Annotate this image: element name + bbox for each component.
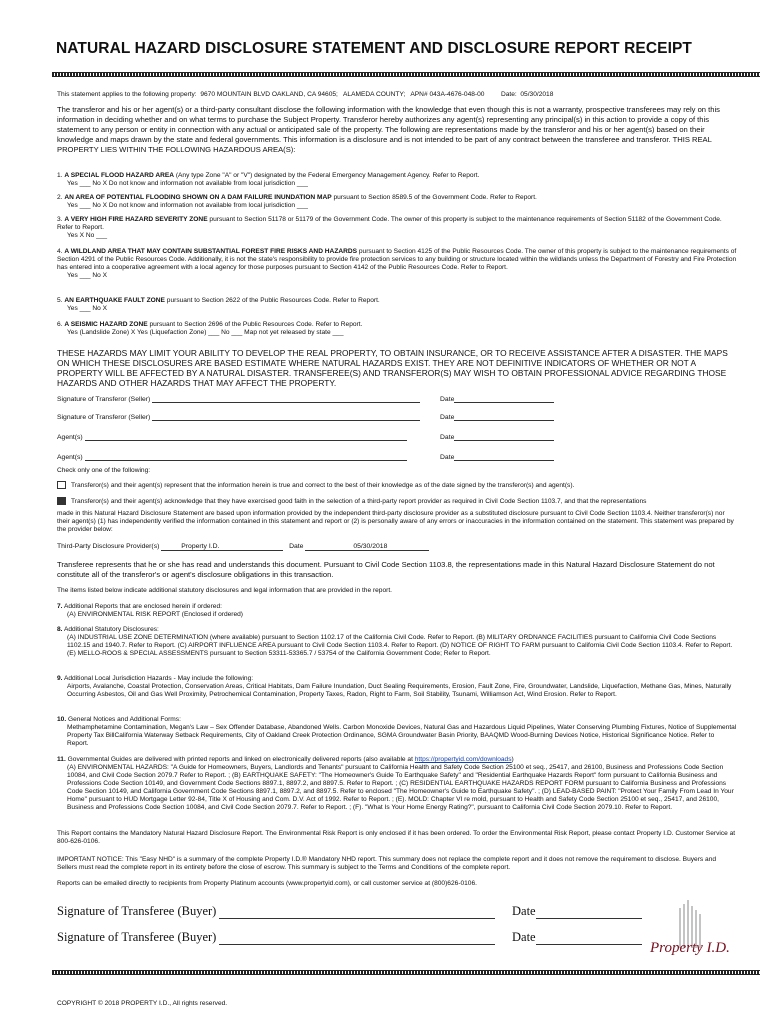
section-11 xyxy=(57,756,737,812)
hazard-item-6 xyxy=(57,321,737,337)
document-title: NATURAL HAZARD DISCLOSURE STATEMENT AND DISCLOSURE REPORT RECEIPT xyxy=(56,40,692,57)
signature-line xyxy=(219,906,495,919)
property-apn: APN# 043A-4676-048-00 xyxy=(410,91,485,98)
section-heading: Governmental Guides are delivered with printed reports and linked on electronically delivered reports (also available at xyxy=(67,756,415,763)
section-body: (A) ENVIRONMENTAL RISK REPORT (Enclosed if ordered) xyxy=(67,611,244,618)
provider-date-tail xyxy=(387,543,429,551)
buyer-signature-1[interactable] xyxy=(57,904,495,919)
signature-line xyxy=(152,413,420,421)
items-below-note: The items listed below indicate additional statutory disclosures and legal information that are provided in the report. xyxy=(57,587,392,594)
date-line xyxy=(454,453,554,461)
checkbox-icon[interactable] xyxy=(57,481,66,489)
section-10 xyxy=(57,716,737,748)
section-number: 7. xyxy=(57,603,63,610)
hazard-item-5 xyxy=(57,297,737,313)
report-contains-note: This Report contains the Mandatory Natural Hazard Disclosure Report. The Environmental Risk Report is only enclosed if it has been ordered. To order the Environmental Risk Report, please contact Property I.D. Customer Service at 800-626-0106. xyxy=(57,830,736,845)
signature-label: Signature of Transferee (Buyer) xyxy=(57,930,217,944)
section-heading: Additional Statutory Disclosures: xyxy=(63,626,159,633)
hazard-item-3 xyxy=(57,216,737,240)
section-heading: Additional Local Jurisdiction Hazards - May include the following: xyxy=(63,675,254,682)
copyright: COPYRIGHT © 2018 PROPERTY I.D., All rights reserved. xyxy=(57,1000,228,1007)
signature-line xyxy=(85,433,407,441)
property-date-label: Date: xyxy=(500,91,517,98)
signature-label: Signature of Transferee (Buyer) xyxy=(57,904,217,918)
check-option-1[interactable] xyxy=(57,481,737,490)
item-heading: AN AREA OF POTENTIAL FLOODING SHOWN ON A DAM FAILURE INUNDATION MAP xyxy=(64,194,332,201)
hazard-item-1 xyxy=(57,172,737,188)
property-line xyxy=(57,91,737,99)
provider-date-lead xyxy=(305,543,353,551)
item-number: 4. xyxy=(57,248,63,255)
transferee-note: Transferee represents that he or she has read and understands this document. Pursuant to Civil Code Section 1103.8, the representations made in this Natural Hazard Disclosure Statement do not constitute all of the transferor's or agent's disclosure obligations in this transaction. xyxy=(57,560,715,579)
agent-date-2[interactable] xyxy=(440,453,554,461)
provider-line-lead xyxy=(161,543,181,551)
signature-label: Signature of Transferor (Seller) xyxy=(57,414,151,421)
intro-paragraph: The transferor and his or her agent(s) or a third-party consultant disclose the following information with the knowledge that even though this is not a warranty, prospective transferees may rely on this information in deciding whether and on what terms to purchase the Subject Property. Transferor hereby authorizes any agent(s) representing any principal(s) in this action to provide a copy of this statement to any person or entity in connection with any actual or anticipated sale of the property. The following are representations made by the transferor and his or her agent(s) based on their knowledge and maps drawn by the state and federal governments. This information is a disclosure and is not intended to be part of any contract between the transferee and transferor. THIS REAL PROPERTY LIES WITHIN THE FOLLOWING HAZARDOUS AREA(S): xyxy=(57,105,720,154)
date-label: Date xyxy=(440,396,455,403)
item-number: 6. xyxy=(57,321,63,328)
section-body: (A) ENVIRONMENTAL HAZARDS: "A Guide for Homeowners, Buyers, Landlords and Tenants" pursuant to California Health and Safety Code Section 25100 et seq., 25417, and 26100, Business and Professions Code Section 10084, and Civil Code Section 2079.7 Refer to Report. ; (B) EARTHQUAKE SAFETY: "The Homeowner's Guide To Earthquake Safety" and "Residential Earthquake Hazards Report" form pursuant to California Business and Professions Code Section 10149, and Government Code Sections 8897.1, 8897.2, and 8897.5. Refer to Report. ; (C) RESIDENTIAL EARTHQUAKE HAZARDS REPORT FORM pursuant to California Business and Professions Code Section 10149, and California Government Code Sections 8897.1, 8897.2, and 8897.5. Refer to enclosed "The Homeowner's Guide to Earthquake Safety". ; (D) LEAD-BASED PAINT: "Protect Your Family From Lead In Your Home" pursuant to HUD Mortgage Letter 92-84, Title X of Housing and Com. D.V. Act of 1992. Refer to Report. ; (E). MOLD: Chapter VI re mold, pursuant to Health and Safety Code Section 25100 et seq., 25417, and 26100, Business and Professions Code Section 10084, and Civil Code Section 2079.7. Refer to Report. ; (F). "What Is Your Home Energy Rating?", pursuant to California Civil Code Section 2079.10. Refer to Report. xyxy=(67,764,734,811)
date-label: Date xyxy=(512,930,536,944)
provider-line xyxy=(57,543,429,551)
check-option-2[interactable] xyxy=(57,497,737,506)
check-option-2-continued: made in this Natural Hazard Disclosure Statement are based upon information provided by the independent third-party disclosure provider as a substituted disclosure pursuant to Civil Code Section 1103.4. Neither transferor(s) nor their agent(s) (1) has independently verified the information contained in this statement and report or (2) is personally aware of any errors or inaccuracies in the information contained on the statement. This statement was prepared by the provider below: xyxy=(57,510,734,533)
item-heading: A SEISMIC HAZARD ZONE xyxy=(64,321,148,328)
property-county: ALAMEDA COUNTY; xyxy=(343,91,406,98)
section-9 xyxy=(57,675,737,699)
section-heading: General Notices and Additional Forms: xyxy=(68,716,181,723)
buyer-date-1[interactable] xyxy=(512,904,642,919)
item-heading: A VERY HIGH FIRE HAZARD SEVERITY ZONE xyxy=(64,216,208,223)
provider-name: Property I.D. xyxy=(181,543,223,551)
item-answer: Yes ___ No X Do not know and information not available from local jurisdiction ___ xyxy=(67,180,308,187)
hazard-item-4 xyxy=(57,248,737,280)
agent-signature-1[interactable] xyxy=(57,433,407,441)
provider-date-label: Date xyxy=(289,543,304,550)
item-answer: Yes (Landslide Zone) X Yes (Liquefaction Zone) ___ No ___ Map not yet released by state ___ xyxy=(67,329,344,336)
item-answer: Yes ___ No X xyxy=(67,305,108,312)
provider-line-tail xyxy=(223,543,283,551)
agent-signature-2[interactable] xyxy=(57,453,407,461)
property-label: This statement applies to the following property: xyxy=(57,91,197,98)
section-heading: Additional Reports that are enclosed herein if ordered: xyxy=(63,603,222,610)
section-body: (A) INDUSTRIAL USE ZONE DETERMINATION (where available) pursuant to Section 1102.17 of the California Civil Code. Refer to Report. (B) MILITARY ORDNANCE FACILITIES pursuant to California Civil Code Sections 1102.15 and 1940.7. Refer to Report. (C) AIRPORT INFLUENCE AREA pursuant to Civil Code Section 1103.4. Refer to Report. (D) NOTICE OF RIGHT TO FARM pursuant to California Civil Code Section 1103.4. Refer to Report. (E) MELLO-ROOS & SPECIAL ASSESSMENTS pursuant to Section 53311-53365.7 / 53754 of the California Government Code; Refer to Report. xyxy=(67,634,733,657)
agent-date-1[interactable] xyxy=(440,433,554,441)
item-heading: A WILDLAND AREA THAT MAY CONTAIN SUBSTANTIAL FOREST FIRE RISKS AND HAZARDS xyxy=(64,248,358,255)
date-label: Date xyxy=(440,434,455,441)
date-line xyxy=(454,395,554,403)
section-heading-end: ) xyxy=(511,756,514,763)
signature-label: Agent(s) xyxy=(57,454,83,461)
logo-text: Property I.D. xyxy=(650,940,730,956)
item-number: 5. xyxy=(57,297,63,304)
important-notice: IMPORTANT NOTICE: This "Easy NHD" is a summary of the complete Property I.D.® Mandatory NHD report. This summary does not replace the complete report and it does not remove the requirement to disclose. Buyers and Sellers must read the complete report in its entirety before the close of escrow. This summary is subject to the Terms and Conditions of the complete report. xyxy=(57,856,717,871)
property-id-logo xyxy=(650,900,745,966)
provider-label: Third-Party Disclosure Provider(s) xyxy=(57,543,160,550)
date-line xyxy=(536,906,642,919)
check-instruction: Check only one of the following: xyxy=(57,467,151,474)
item-answer: Yes ___ No X Do not know and information not available from local jurisdiction ___ xyxy=(67,202,308,209)
top-divider xyxy=(52,72,760,77)
seller-signature-2[interactable] xyxy=(57,413,420,421)
checked-checkbox-icon[interactable] xyxy=(57,497,66,505)
section-number: 11. xyxy=(57,756,66,763)
date-line xyxy=(454,413,554,421)
signature-label: Agent(s) xyxy=(57,434,83,441)
section-7 xyxy=(57,603,737,619)
item-body: pursuant to Section 2622 of the Public Resources Code. Refer to Report. xyxy=(164,297,380,304)
bottom-divider xyxy=(52,970,760,975)
hazard-item-2 xyxy=(57,194,737,210)
item-body: pursuant to Section 51178 or 51179 of the Government Code. The owner of this property is subject to the maintenance requirements of Section 51182 of the Government Code. Refer to Report. xyxy=(57,216,722,231)
item-answer: Yes X No ___ xyxy=(67,232,108,239)
check-option-2-text: Transferor(s) and their agent(s) acknowledge that they have exercised good faith in the selection of a third-party report provider as required in Civil Code Section 1103.7, and that the representations xyxy=(71,497,647,505)
emailed-note: Reports can be emailed directly to recipients from Property Platinum accounts (www.propertyid.com), or call customer service at (800)626-0106. xyxy=(57,880,477,887)
section-number: 10. xyxy=(57,716,67,723)
item-heading: AN EARTHQUAKE FAULT ZONE xyxy=(64,297,165,304)
property-address: 9670 MOUNTAIN BLVD OAKLAND, CA 94605; xyxy=(200,91,338,98)
check-option-1-text: Transferor(s) and their agent(s) represent that the information herein is true and correct to the best of their knowledge as of the date signed by the transferor(s) and agent(s). xyxy=(71,481,575,489)
signature-line xyxy=(152,395,420,403)
signature-line xyxy=(219,932,495,945)
buyer-signature-2[interactable] xyxy=(57,930,495,945)
provider-date: 05/30/2018 xyxy=(353,543,388,550)
buyer-date-2[interactable] xyxy=(512,930,642,945)
section-8 xyxy=(57,626,737,658)
date-label: Date xyxy=(440,414,455,421)
item-body: (Any type Zone "A" or "V") designated by the Federal Emergency Management Agency. Refer to Report. xyxy=(174,172,480,179)
warning-paragraph: THESE HAZARDS MAY LIMIT YOUR ABILITY TO DEVELOP THE REAL PROPERTY, TO OBTAIN INSURANCE, OR TO RECEIVE ASSISTANCE AFTER A DISASTER. THE MAPS ON WHICH THESE DISCLOSURES ARE BASED ESTIMATE WHERE NATURAL HAZARDS EXIST. THEY ARE NOT DEFINITIVE INDICATORS OF WHETHER OR NOT A PROPERTY WILL BE AFFECTED BY A NATURAL DISASTER. TRANSFEREE(S) AND TRANSFEROR(S) MAY WISH TO OBTAIN PROFESSIONAL ADVICE REGARDING THOSE HAZARDS AND OTHER HAZARDS THAT MAY AFFECT THE PROPERTY. xyxy=(57,348,728,388)
date-label: Date xyxy=(512,904,536,918)
section-number: 9. xyxy=(57,675,63,682)
item-body: pursuant to Section 4125 of the Public Resources Code. The owner of this property is subject to the maintenance requirements of Section 4291 of the Public Resources Code. Additionally, it is not the state's responsibility to provide fire protection services to any building or structure located within the wildlands unless the Department of Forestry and Fire Protection has entered into a cooperative agreement with a local agency for those purposes pursuant to Section 4142 of the Public Resources Code. Refer to Report. xyxy=(57,248,737,271)
seller-signature-1[interactable] xyxy=(57,395,420,403)
date-label: Date xyxy=(440,454,455,461)
date-line xyxy=(536,932,642,945)
date-line xyxy=(454,433,554,441)
seller-date-2[interactable] xyxy=(440,413,554,421)
downloads-link[interactable]: https://propertyid.com/downloads xyxy=(414,756,512,763)
item-body: pursuant to Section 8589.5 of the Government Code. Refer to Report. xyxy=(331,194,537,201)
item-number: 3. xyxy=(57,216,63,223)
section-body: Airports, Avalanche, Coastal Protection, Conservation Areas, Critical Habitats, Dam Failure Inundation, Duct Sealing Requirements, Erosion, Fault Zone, Fire, Groundwater, Landslide, Liquefaction, Methane Gas, Mines, Naturally Occurring Asbestos, Oil and Gas Well Proximity, Petrochemical Contamination, Property Taxes, Radon, Right to Farm, Soil Stability, Tsunami, Williamson Act, Wind Erosion. Refer to Report. xyxy=(67,683,732,698)
item-answer: Yes ___ No X xyxy=(67,272,108,279)
item-number: 1. xyxy=(57,172,63,179)
section-body: Methamphetamine Contamination, Megan's Law – Sex Offender Database, Abandoned Wells. Carbon Monoxide Devices, Natural Gas and Hazardous Liquid Pipelines, Water Conserving Plumbing Fixtures, Notice of Supplemental Property Tax BillCalifornia Waterway Setback Requirements, City of Oakland Creek Protection Ordinance, SGMA Groundwater Basin Priority, BAAQMD Wood-Burning Devices Notice, Historical Significance Notice. Refer to Report. xyxy=(67,724,737,747)
item-number: 2. xyxy=(57,194,63,201)
property-date: 05/30/2018 xyxy=(520,91,554,98)
signature-line xyxy=(85,453,407,461)
seller-date-1[interactable] xyxy=(440,395,554,403)
item-body: pursuant to Section 2696 of the Public Resources Code. Refer to Report. xyxy=(147,321,363,328)
item-heading: A SPECIAL FLOOD HAZARD AREA xyxy=(64,172,174,179)
signature-label: Signature of Transferor (Seller) xyxy=(57,396,151,403)
section-number: 8. xyxy=(57,626,63,633)
